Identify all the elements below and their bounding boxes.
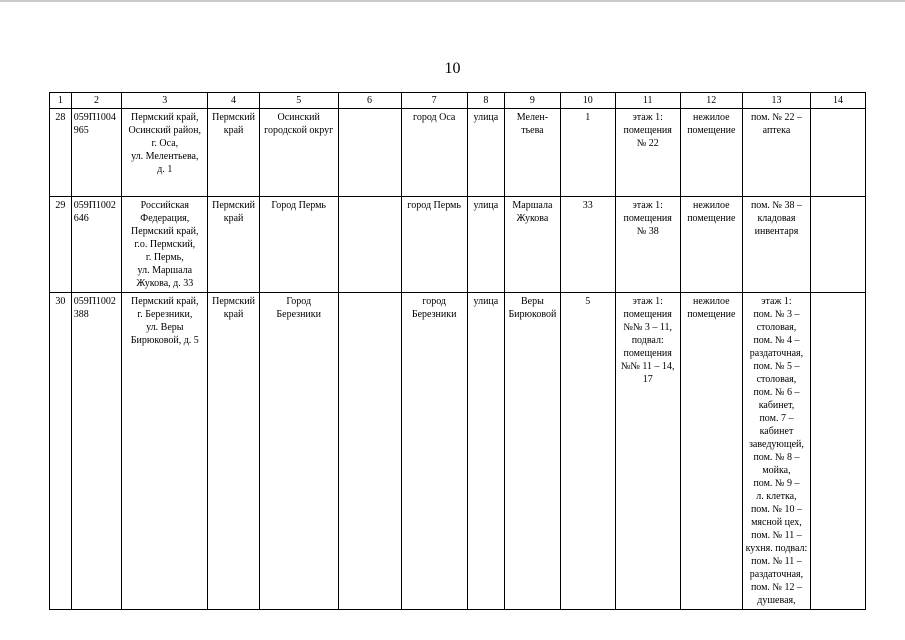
street-type-cell: улица <box>467 197 504 293</box>
premises-type-cell: нежилое помещение <box>680 109 742 197</box>
settlement-cell: город Пермь <box>401 197 467 293</box>
empty-cell <box>338 197 401 293</box>
column-header: 13 <box>742 93 810 109</box>
cadastral-id-cell: 059П1002388 <box>71 293 122 610</box>
column-header: 11 <box>615 93 680 109</box>
address-cell: Пермский край, Осинский район, г. Оса, ул. Мелентьева, д. 1 <box>122 109 208 197</box>
room-description-cell: пом. № 38 – кладовая инвентаря <box>742 197 810 293</box>
premises-cell: этаж 1: помещения № 38 <box>615 197 680 293</box>
column-header: 10 <box>560 93 615 109</box>
address-cell: Российская Федерация, Пермский край, г.о. Пермский, г. Пермь, ул. Маршала Жукова, д. 33 <box>122 197 208 293</box>
cadastral-id-cell: 059П1002646 <box>71 197 122 293</box>
premises-type-cell: нежилое помещение <box>680 293 742 610</box>
room-description-cell: пом. № 22 – аптека <box>742 109 810 197</box>
page-top-edge <box>0 0 905 2</box>
premises-type-cell: нежилое помещение <box>680 197 742 293</box>
table-header-row <box>50 93 866 109</box>
registry-table <box>49 92 866 610</box>
street-name-cell: Веры Бирюковой <box>504 293 560 610</box>
region-cell: Пермский край <box>208 197 260 293</box>
street-name-cell: Мелен- тьева <box>504 109 560 197</box>
column-header: 5 <box>259 93 338 109</box>
premises-cell: этаж 1: помещения № 22 <box>615 109 680 197</box>
empty-cell <box>811 197 866 293</box>
empty-cell <box>338 109 401 197</box>
column-header: 3 <box>122 93 208 109</box>
table-row <box>50 293 866 610</box>
column-header: 9 <box>504 93 560 109</box>
column-header: 14 <box>811 93 866 109</box>
address-cell: Пермский край, г. Березники, ул. Веры Бирюковой, д. 5 <box>122 293 208 610</box>
cadastral-id-cell: 059П1004965 <box>71 109 122 197</box>
row-number-cell: 30 <box>50 293 72 610</box>
house-number-cell: 1 <box>560 109 615 197</box>
street-type-cell: улица <box>467 109 504 197</box>
row-number-cell: 28 <box>50 109 72 197</box>
settlement-cell: город Оса <box>401 109 467 197</box>
column-header: 2 <box>71 93 122 109</box>
street-type-cell: улица <box>467 293 504 610</box>
municipality-cell: Город Березники <box>259 293 338 610</box>
region-cell: Пермский край <box>208 109 260 197</box>
column-header: 7 <box>401 93 467 109</box>
settlement-cell: город Березники <box>401 293 467 610</box>
column-header: 12 <box>680 93 742 109</box>
row-number-cell: 29 <box>50 197 72 293</box>
table-row <box>50 197 866 293</box>
street-name-cell: Маршала Жукова <box>504 197 560 293</box>
column-header: 4 <box>208 93 260 109</box>
municipality-cell: Город Пермь <box>259 197 338 293</box>
house-number-cell: 5 <box>560 293 615 610</box>
empty-cell <box>338 293 401 610</box>
table-row <box>50 109 866 197</box>
room-description-cell: этаж 1: пом. № 3 – столовая, пом. № 4 – раздаточная, пом. № 5 – столовая, пом. № 6 – кабинет, пом. 7 – кабинет заведующей, пом. № 8 – мойка, пом. № 9 – л. клетка, пом. № 10 – мясной цех, пом. № 11 – кухня. подвал: пом. № 11 – раздаточная, пом. № 12 – душевая, <box>742 293 810 610</box>
column-header: 8 <box>467 93 504 109</box>
column-header: 1 <box>50 93 72 109</box>
empty-cell <box>811 293 866 610</box>
municipality-cell: Осинский городской округ <box>259 109 338 197</box>
premises-cell: этаж 1: помещения №№ 3 – 11, подвал: помещения №№ 11 – 14, 17 <box>615 293 680 610</box>
column-header: 6 <box>338 93 401 109</box>
house-number-cell: 33 <box>560 197 615 293</box>
empty-cell <box>811 109 866 197</box>
region-cell: Пермский край <box>208 293 260 610</box>
page-number: 10 <box>444 60 461 77</box>
